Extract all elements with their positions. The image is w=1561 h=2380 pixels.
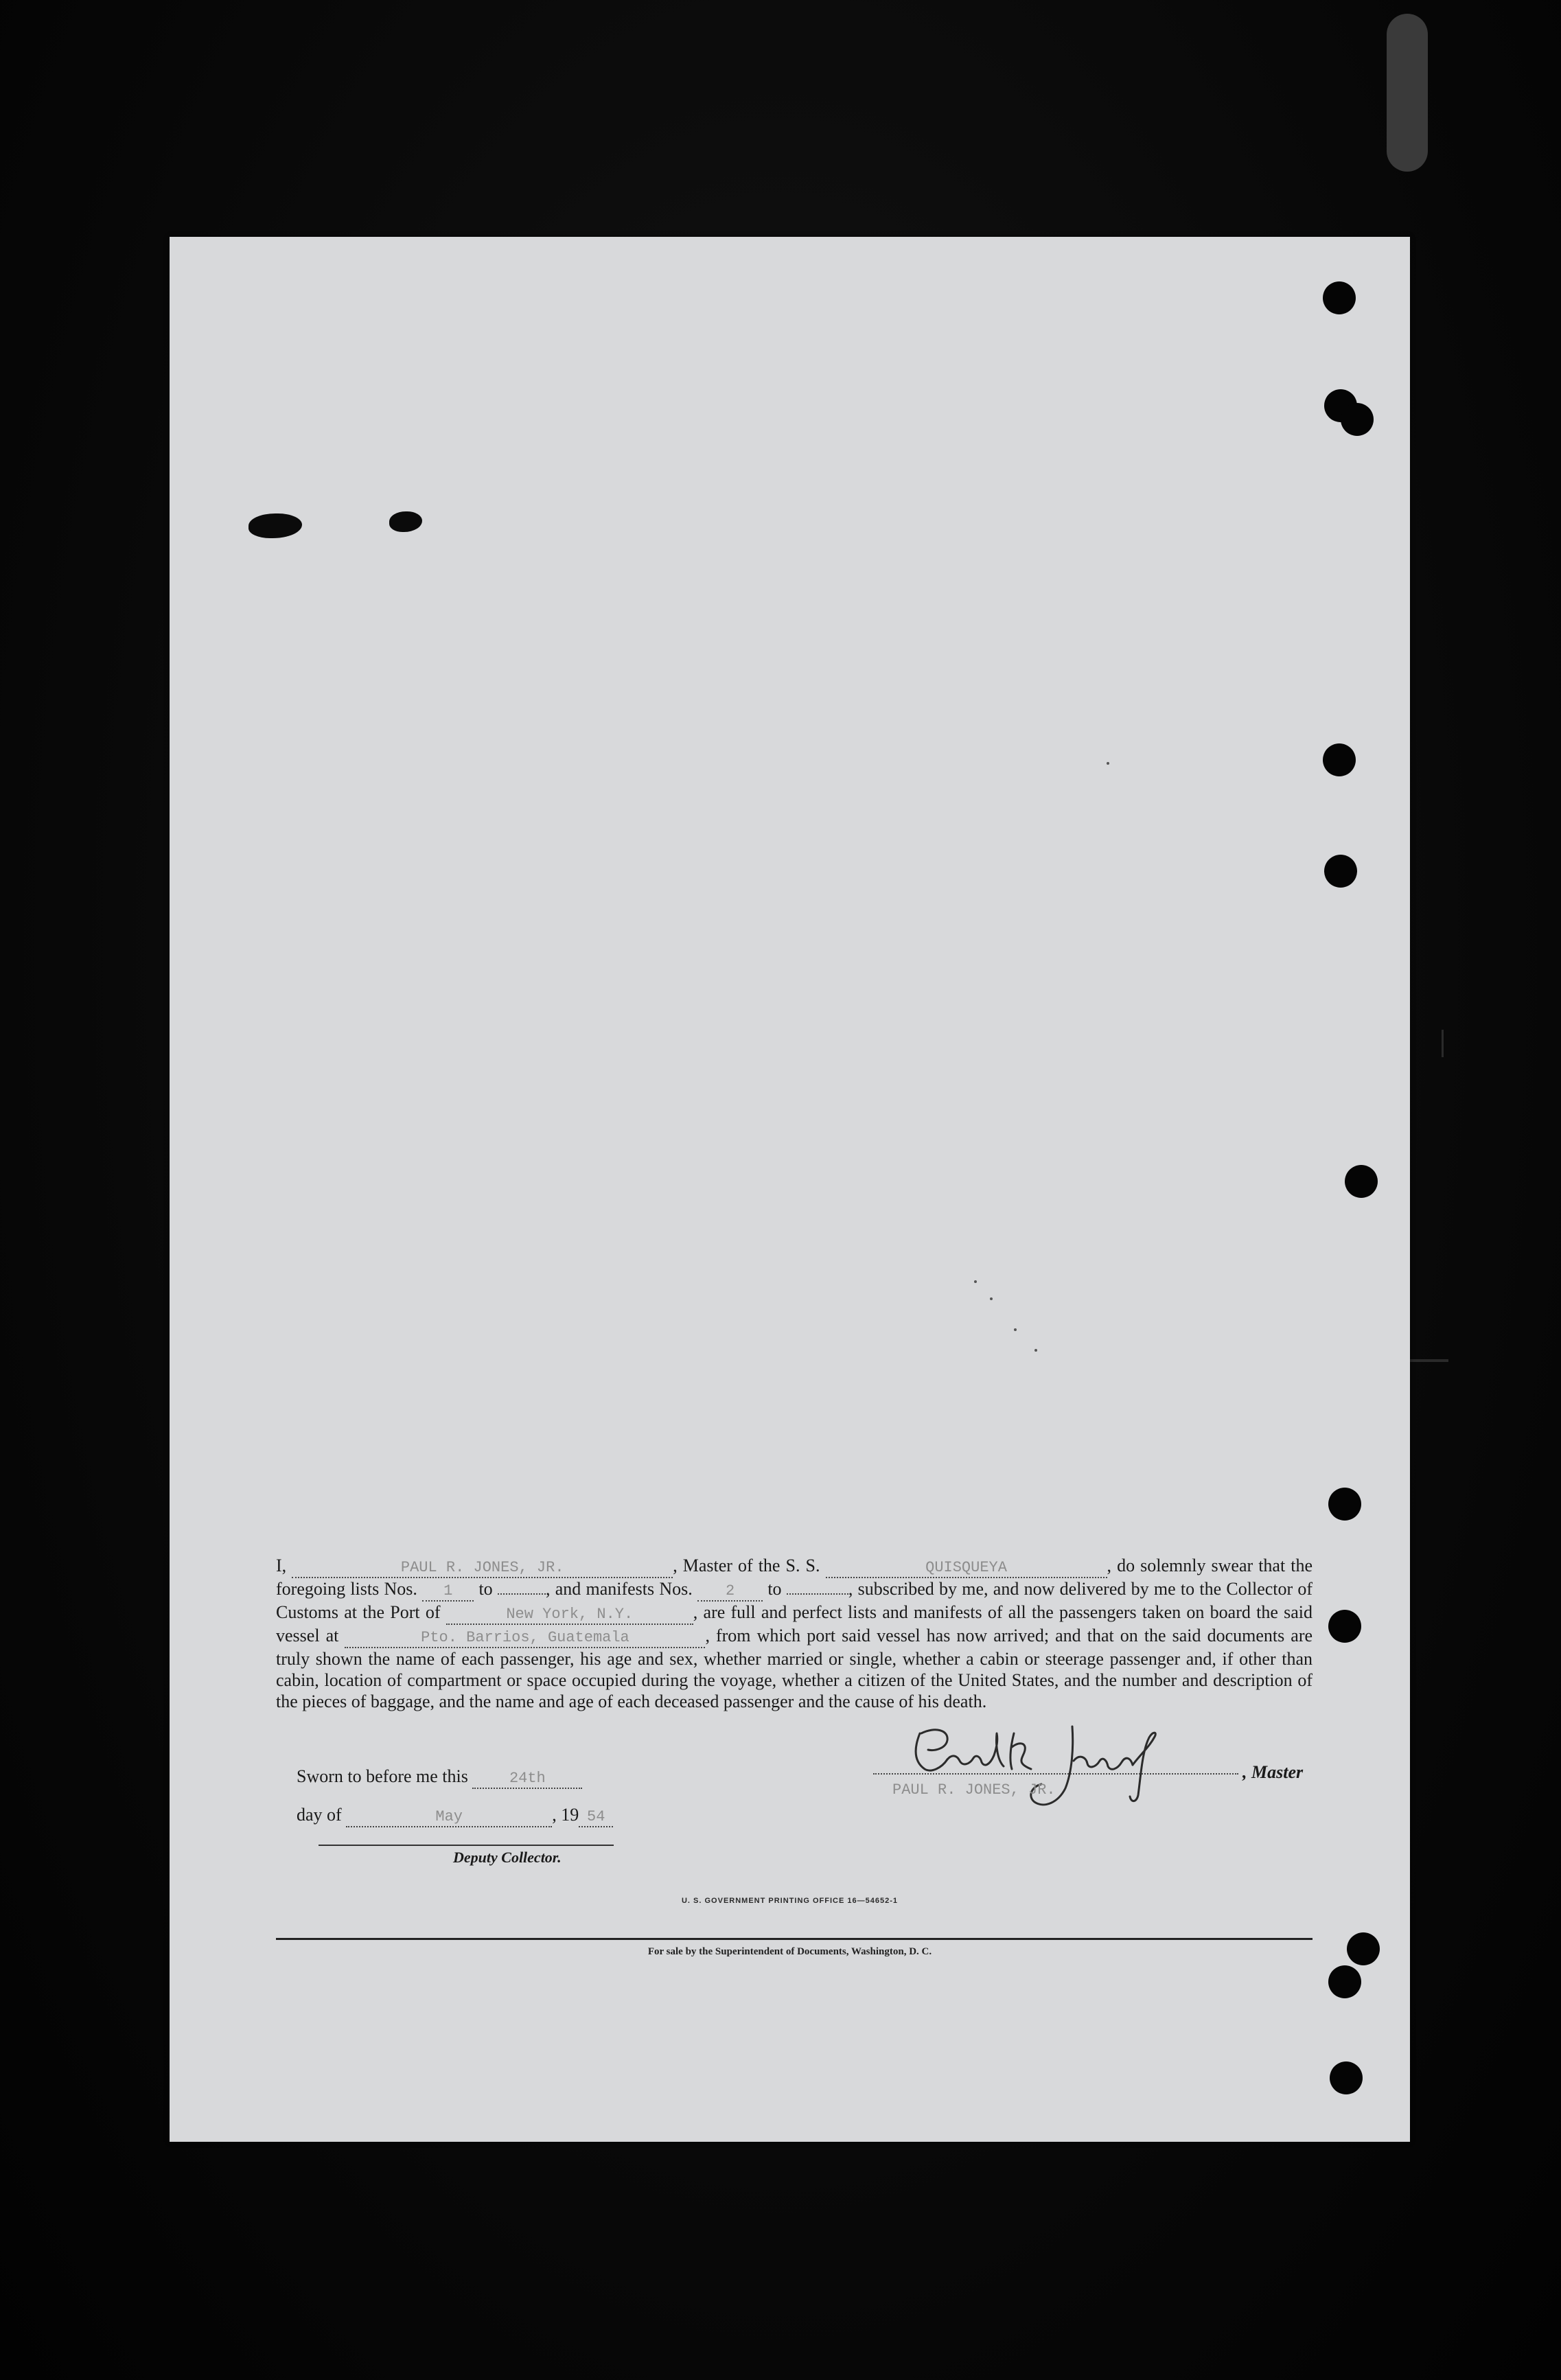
- oath-to-2: to: [767, 1579, 782, 1599]
- master-name-field: PAUL R. JONES, JR.: [292, 1559, 673, 1578]
- punch-hole: [1341, 403, 1374, 436]
- master-label: , Master: [1242, 1762, 1304, 1782]
- sworn-year-field: 54: [579, 1808, 613, 1827]
- oath-and-manifests: , and manifests Nos.: [545, 1579, 693, 1599]
- punch-hole: [1324, 855, 1357, 888]
- document-page: [170, 237, 1410, 2142]
- manifest-number-to: [787, 1593, 848, 1595]
- punch-hole: [1328, 1965, 1361, 1998]
- sworn-year-prefix: , 19: [552, 1805, 579, 1825]
- printing-office-line: U. S. GOVERNMENT PRINTING OFFICE 16—54652-1: [681, 1897, 898, 1905]
- film-edge-mark: [1442, 1030, 1444, 1057]
- sworn-month-field: May: [346, 1808, 552, 1827]
- oath-subscribed: , subscribed by me, and now: [848, 1579, 1055, 1599]
- punch-hole: [1323, 743, 1356, 776]
- embark-port-field: Pto. Barrios, Guatemala: [345, 1629, 705, 1648]
- oath-paragraph: [276, 1555, 1313, 1712]
- master-signature-block: [873, 1747, 1313, 1836]
- punch-hole: [1328, 1488, 1361, 1521]
- oath-delivered: delivered by me to the Collector of Customs at the Port of: [276, 1579, 1313, 1622]
- oath-swear: swear that the foregoing lists Nos.: [276, 1556, 1313, 1599]
- paper-speck: [1014, 1328, 1017, 1331]
- punch-hole: [1330, 2061, 1363, 2094]
- deputy-signature-line: [319, 1845, 614, 1846]
- punch-hole: [1328, 1610, 1361, 1643]
- oath-i: I,: [276, 1556, 287, 1575]
- oath-full-perfect: , are full and perfect lists and: [693, 1602, 908, 1622]
- sworn-line: [297, 1766, 582, 1789]
- sworn-day-field: 24th: [472, 1770, 582, 1789]
- ink-blot: [389, 511, 422, 532]
- sale-note: For sale by the Superintendent of Documents, Washington, D. C.: [647, 1946, 932, 1957]
- oath-manifests-all: manifests of all the passengers taken on board the said vessel at: [276, 1602, 1313, 1645]
- vessel-name-field: QUISQUEYA: [826, 1559, 1107, 1578]
- oath-to-1: to: [478, 1579, 493, 1599]
- oath-master-of: , Master of the S. S.: [673, 1556, 820, 1575]
- film-edge-mark: [1387, 14, 1428, 172]
- arrival-port-field: New York, N.Y.: [446, 1606, 693, 1625]
- paper-speck: [974, 1280, 977, 1283]
- ink-blot: [248, 513, 302, 538]
- list-number-from: 1: [422, 1582, 474, 1602]
- punch-hole: [1345, 1165, 1378, 1198]
- master-signature-line: [873, 1773, 1238, 1775]
- list-number-to: [498, 1593, 546, 1595]
- paper-speck: [1034, 1349, 1037, 1352]
- master-signature: [894, 1706, 1182, 1829]
- sworn-date-line: [297, 1805, 613, 1827]
- footer-rule: [276, 1938, 1313, 1940]
- master-typed-name: PAUL R. JONES, JR.: [892, 1781, 1056, 1799]
- oath-from-which: , from which: [705, 1626, 801, 1645]
- punch-hole: [1323, 281, 1356, 314]
- oath-body-text: port said vessel has now arrived; and that on the said documents are truly shown the name of each passenger, his age and sex, whether married or single, whether a cabin or steerage passenger and, if other than cabin, location of compartment or space occupied during the voyage, whether a citizen of the United States, and the number and description of the pieces of baggage, and the name and age of each deceased passenger and the cause of his death.: [276, 1626, 1313, 1711]
- deputy-collector-label: Deputy Collector.: [453, 1849, 562, 1866]
- oath-do-solemnly: , do solemnly: [1107, 1556, 1206, 1575]
- sworn-day-of: day of: [297, 1805, 342, 1825]
- sworn-label: Sworn to before me this: [297, 1766, 468, 1786]
- manifest-number-from: 2: [697, 1582, 763, 1602]
- paper-speck: [990, 1297, 993, 1300]
- paper-speck: [1107, 762, 1109, 765]
